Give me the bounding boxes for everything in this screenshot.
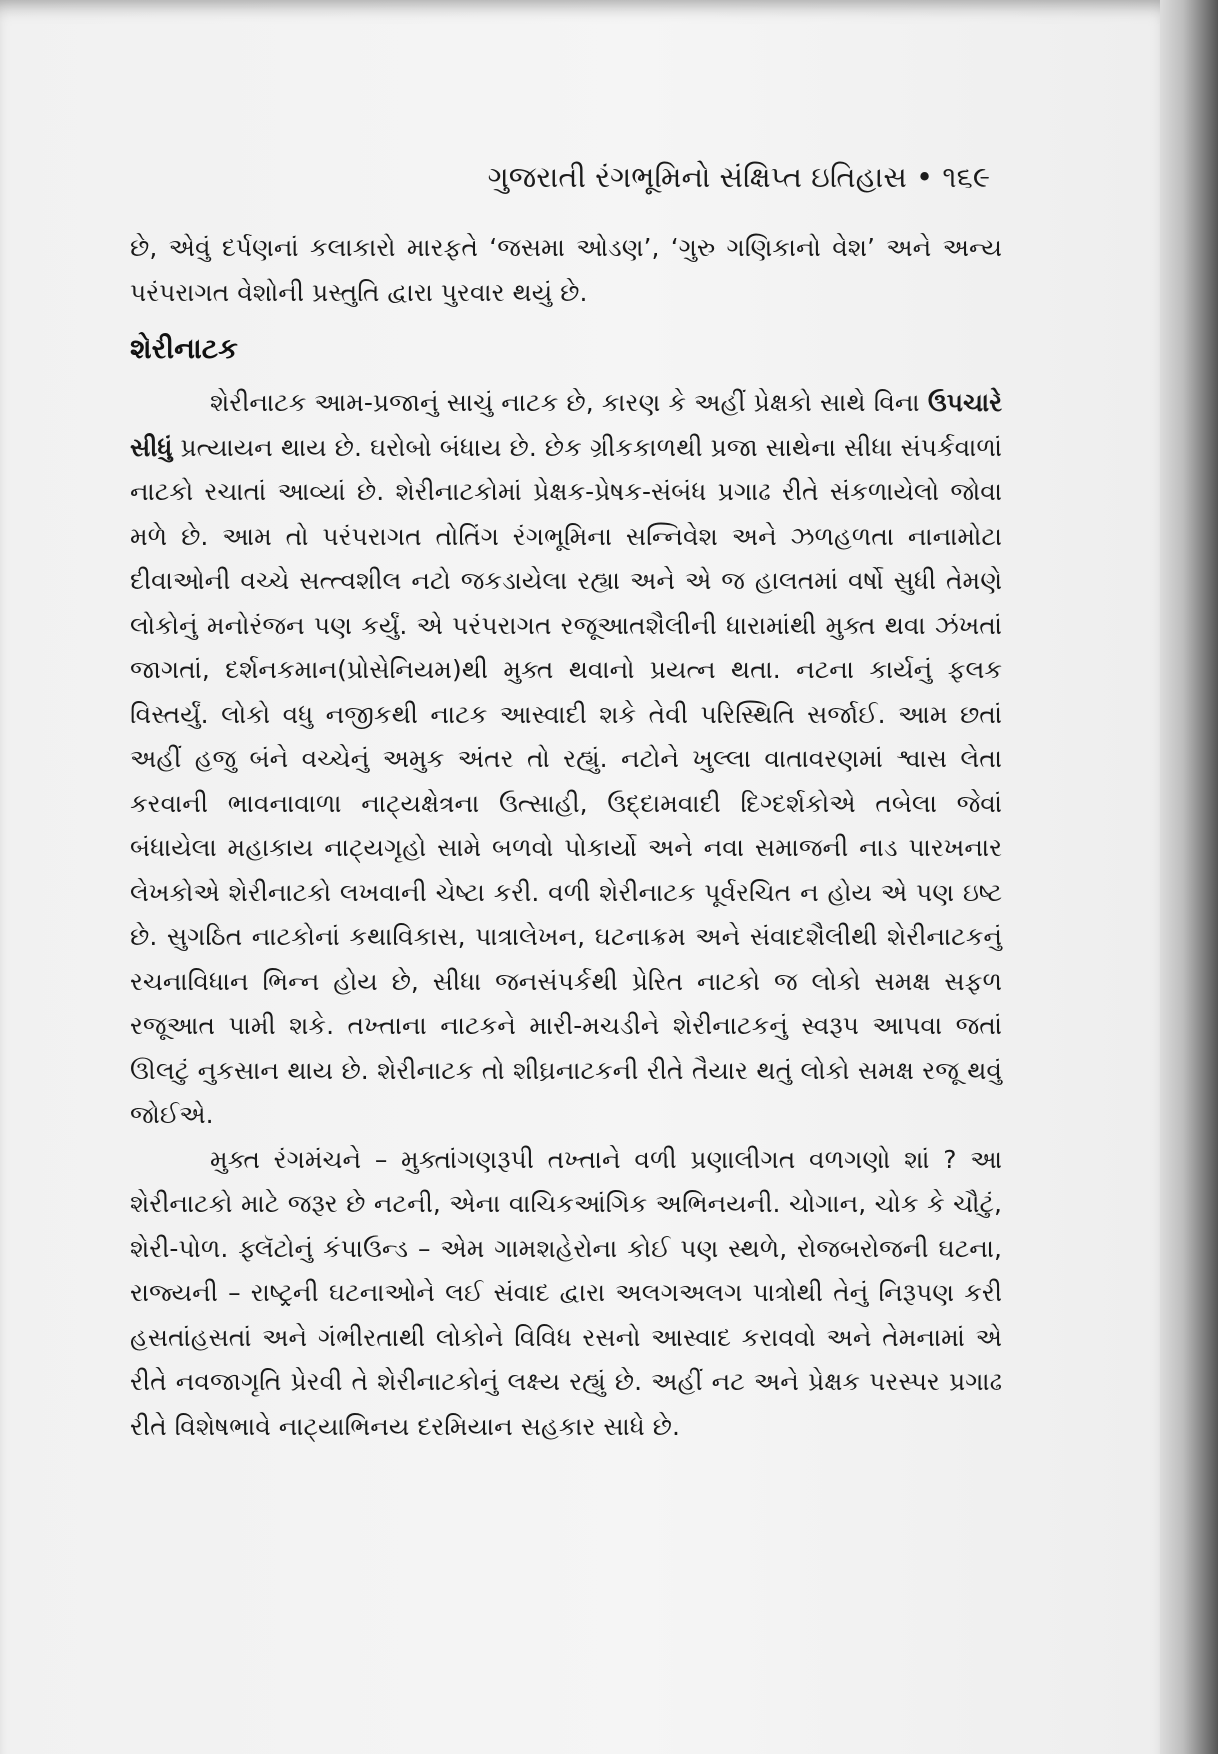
- page-edge-shadow: [1160, 0, 1218, 1754]
- paragraph-2: મુક્ત રંગમંચને – મુક્તાંગણરૂપી તખ્તાને વળી પ્રણાલીગત વળગણો શાં ? આ શેરીનાટકો માટે જરૂર છે નટની, એના વાચિકઆંગિક અભિનયની. ચોગાન, ચોક કે ચૌટું, શેરી-પોળ. ફ્લૅટોનું કંપાઉન્ડ – એમ ગામશહેરોના કોઈ પણ સ્થળે, રોજબરોજની ઘટના, રાજ્યની – રાષ્ટ્રની ઘટનાઓને લઈ સંવાદ દ્વારા અલગઅલગ પાત્રોથી તેનું નિરૂપણ કરી હસતાંહસતાં અને ગંભીરતાથી લોકોને વિવિધ રસનો આસ્વાદ કરાવવો અને તેમનામાં એ રીતે નવજાગૃતિ પ્રેરવી તે શેરીનાટકોનું લક્ષ્ય રહ્યું છે. અહીં નટ અને પ્રેક્ષક પરસ્પર પ્રગાઢ રીતે વિશેષભાવે નાટ્યાભિનય દરમિયાન સહકાર સાધે છે.: [130, 1144, 1002, 1441]
- paragraph-1: [130, 381, 1002, 1138]
- paragraph-1-rest: પ્રત્યાયન થાય છે. ઘરોબો બંધાય છે. છેક ગ્રીકકાળથી પ્રજા સાથેના સીધા સંપર્કવાળાં નાટકો રચાતાં આવ્યાં છે. શેરીનાટકોમાં પ્રેક્ષક-પ્રેષક-સંબંધ પ્રગાઢ રીતે સંકળાયેલો જોવા મળે છે. આમ તો પરંપરાગત તોતિંગ રંગભૂમિના સન્નિવેશ અને ઝળહળતા નાનામોટા દીવાઓની વચ્ચે સત્ત્વશીલ નટો જકડાયેલા રહ્યા અને એ જ હાલતમાં વર્ષો સુધી તેમણે લોકોનું મનોરંજન પણ કર્યું. એ પરંપરાગત રજૂઆતશૈલીની ધારામાંથી મુક્ત થવા ઝંખતાં જાગતાં, દર્શનકમાન(પ્રોસેનિયમ)થી મુક્ત થવાનો પ્રયત્ન થતા. નટના કાર્યનું ફલક વિસ્તર્યું. લોકો વધુ નજીકથી નાટક આસ્વાદી શકે તેવી પરિસ્થિતિ સર્જાઈ. આમ છતાં અહીં હજુ બંને વચ્ચેનું અમુક અંતર તો રહ્યું. નટોને ખુલ્લા વાતાવરણમાં શ્વાસ લેતા કરવાની ભાવનાવાળા નાટ્યક્ષેત્રના ઉત્સાહી, ઉદ્દામવાદી દિગ્દર્શકોએ તબેલા જેવાં બંધાયેલા મહાકાય નાટ્યગૃહો સામે બળવો પોકાર્યો અને નવા સમાજની નાડ પારખનાર લેખકોએ શેરીનાટકો લખવાની ચેષ્ટા કરી. વળી શેરીનાટક પૂર્વરચિત ન હોય એ પણ ઇષ્ટ છે. સુગઠિત નાટકોનાં કથાવિકાસ, પાત્રાલેખન, ઘટનાક્રમ અને સંવાદશૈલીથી શેરીનાટકનું રચનાવિધાન ભિન્ન હોય છે, સીધા જનસંપર્કથી પ્રેરિત નાટકો જ લોકો સમક્ષ સફળ રજૂઆત પામી શકે. તખ્તાના નાટકને મારી-મચડીને શેરીનાટકનું સ્વરૂપ આપવા જતાં ઊલટું નુકસાન થાય છે. શેરીનાટક તો શીઘ્રનાટકની રીતે તૈયાર થતું લોકો સમક્ષ રજૂ થવું જોઈએ.: [130, 432, 1002, 1129]
- page-body: [130, 226, 1002, 1449]
- section-heading: શેરીનાટક: [130, 332, 238, 365]
- intro-paragraph: છે, એવું દર્પણનાં કલાકારો મારફતે ‘જસમા ઓડણ’, ‘ગુરુ ગણિકાનો વેશ’ અને અન્ય પરંપરાગત વેશોની પ્રસ્તુતિ દ્વારા પુરવાર થયું છે.: [130, 233, 1002, 307]
- running-header: ગુજરાતી રંગભૂમિનો સંક્ષિપ્ત ઇતિહાસ • ૧૬૯: [487, 160, 990, 194]
- paragraph-1-start: શેરીનાટક આમ-પ્રજાનું સાચું નાટક છે, કારણ કે અહીં પ્રેક્ષકો સાથે વિના: [210, 388, 928, 417]
- paragraph-1-bold-run: ઉપચારે સીધું: [130, 388, 1002, 462]
